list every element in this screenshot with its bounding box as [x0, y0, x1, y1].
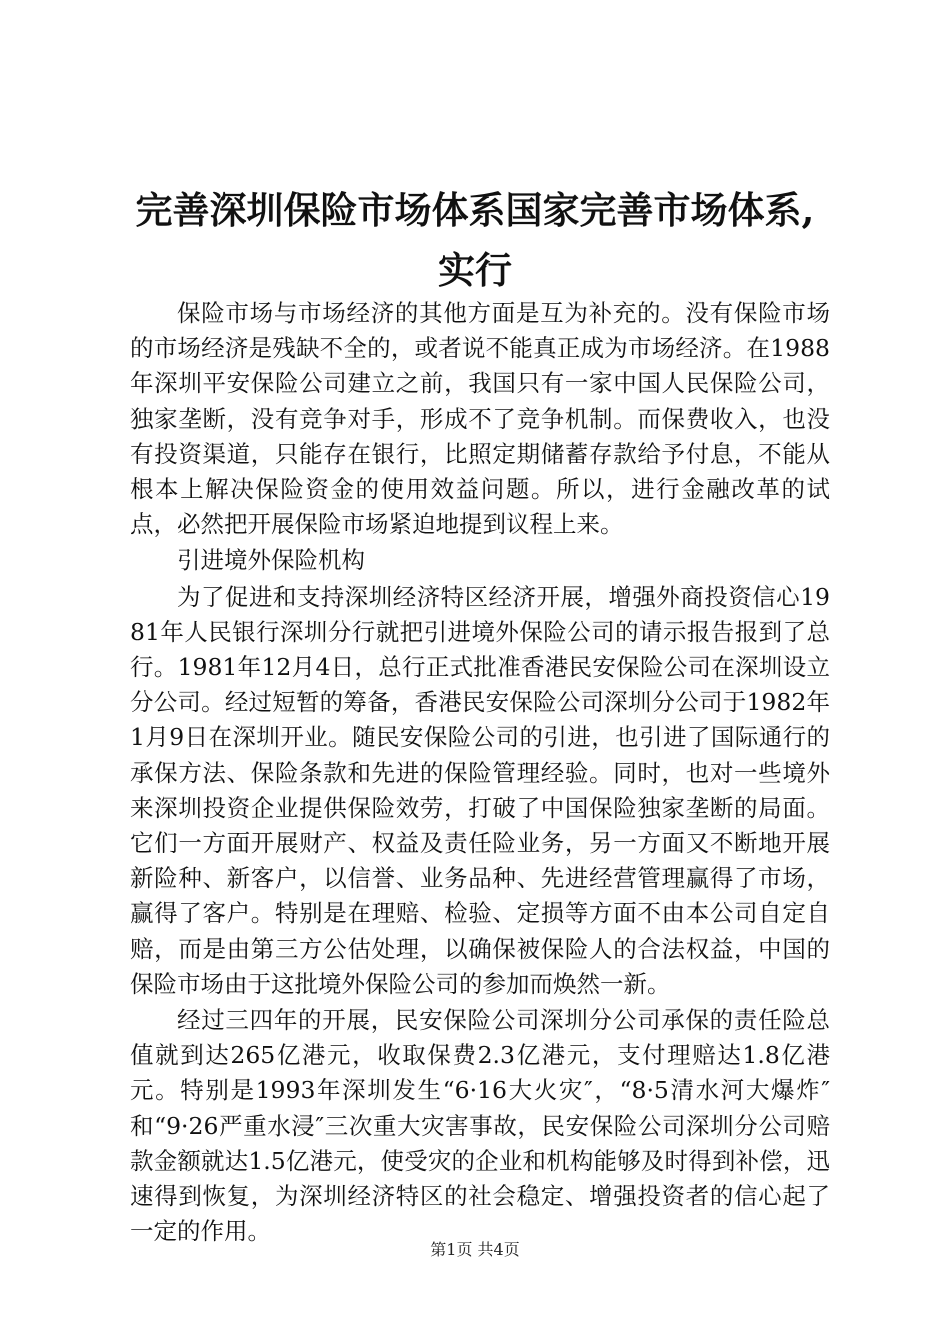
paragraph-intro: 保险市场与市场经济的其他方面是互为补充的。没有保险市场的市场经济是残缺不全的，或者说不能真正成为市场经济。在1988年深圳平安保险公司建立之前，我国只有一家中国人民保险公司，独家垄断，没有竞争对手，形成不了竞争机制。而保费收入，也没有投资渠道，只能存在银行，比照定期储蓄存款给予付息，不能从根本上解决保险资金的使用效益问题。所以，进行金融改革的试点，必然把开展保险市场紧迫地提到议程上来。	[130, 299, 830, 539]
document-body	[130, 296, 830, 1249]
document-title: 完善深圳保险市场体系国家完善市场体系,实行	[135, 188, 815, 292]
paragraph-results: 经过三四年的开展，民安保险公司深圳分公司承保的责任险总值就到达265亿港元，收取保费2.3亿港元，支付理赔达1.8亿港元。特别是1993年深圳发生“6·16大火灾″，“8·5清水河大爆炸″和“9·26严重水浸″三次重大灾害事故，民安保险公司深圳分公司赔款金额就达1.5亿港元，使受灾的企业和机构能够及时得到补偿，迅速得到恢复，为深圳经济特区的社会稳定、增强投资者的信心起了一定的作用。	[130, 1006, 830, 1246]
section-heading: 引进境外保险机构	[177, 546, 365, 575]
paragraph-foreign-insurers: 为了促进和支持深圳经济特区经济开展，增强外商投资信心1981年人民银行深圳分行就把引进境外保险公司的请示报告报到了总行。1981年12月4日，总行正式批准香港民安保险公司在深圳设立分公司。经过短暂的筹备，香港民安保险公司深圳分公司于1982年1月9日在深圳开业。随民安保险公司的引进，也引进了国际通行的承保方法、保险条款和先进的保险管理经验。同时，也对一些境外来深圳投资企业提供保险效劳，打破了中国保险独家垄断的局面。它们一方面开展财产、权益及责任险业务，另一方面又不断地开展新险种、新客户，以信誉、业务品种、先进经营管理赢得了市场，赢得了客户。特别是在理赔、检验、定损等方面不由本公司自定自赔，而是由第三方公估处理，以确保被保险人的合法权益，中国的保险市场由于这批境外保险公司的参加而焕然一新。	[130, 582, 830, 998]
page-number: 第1页 共4页	[430, 1240, 520, 1259]
